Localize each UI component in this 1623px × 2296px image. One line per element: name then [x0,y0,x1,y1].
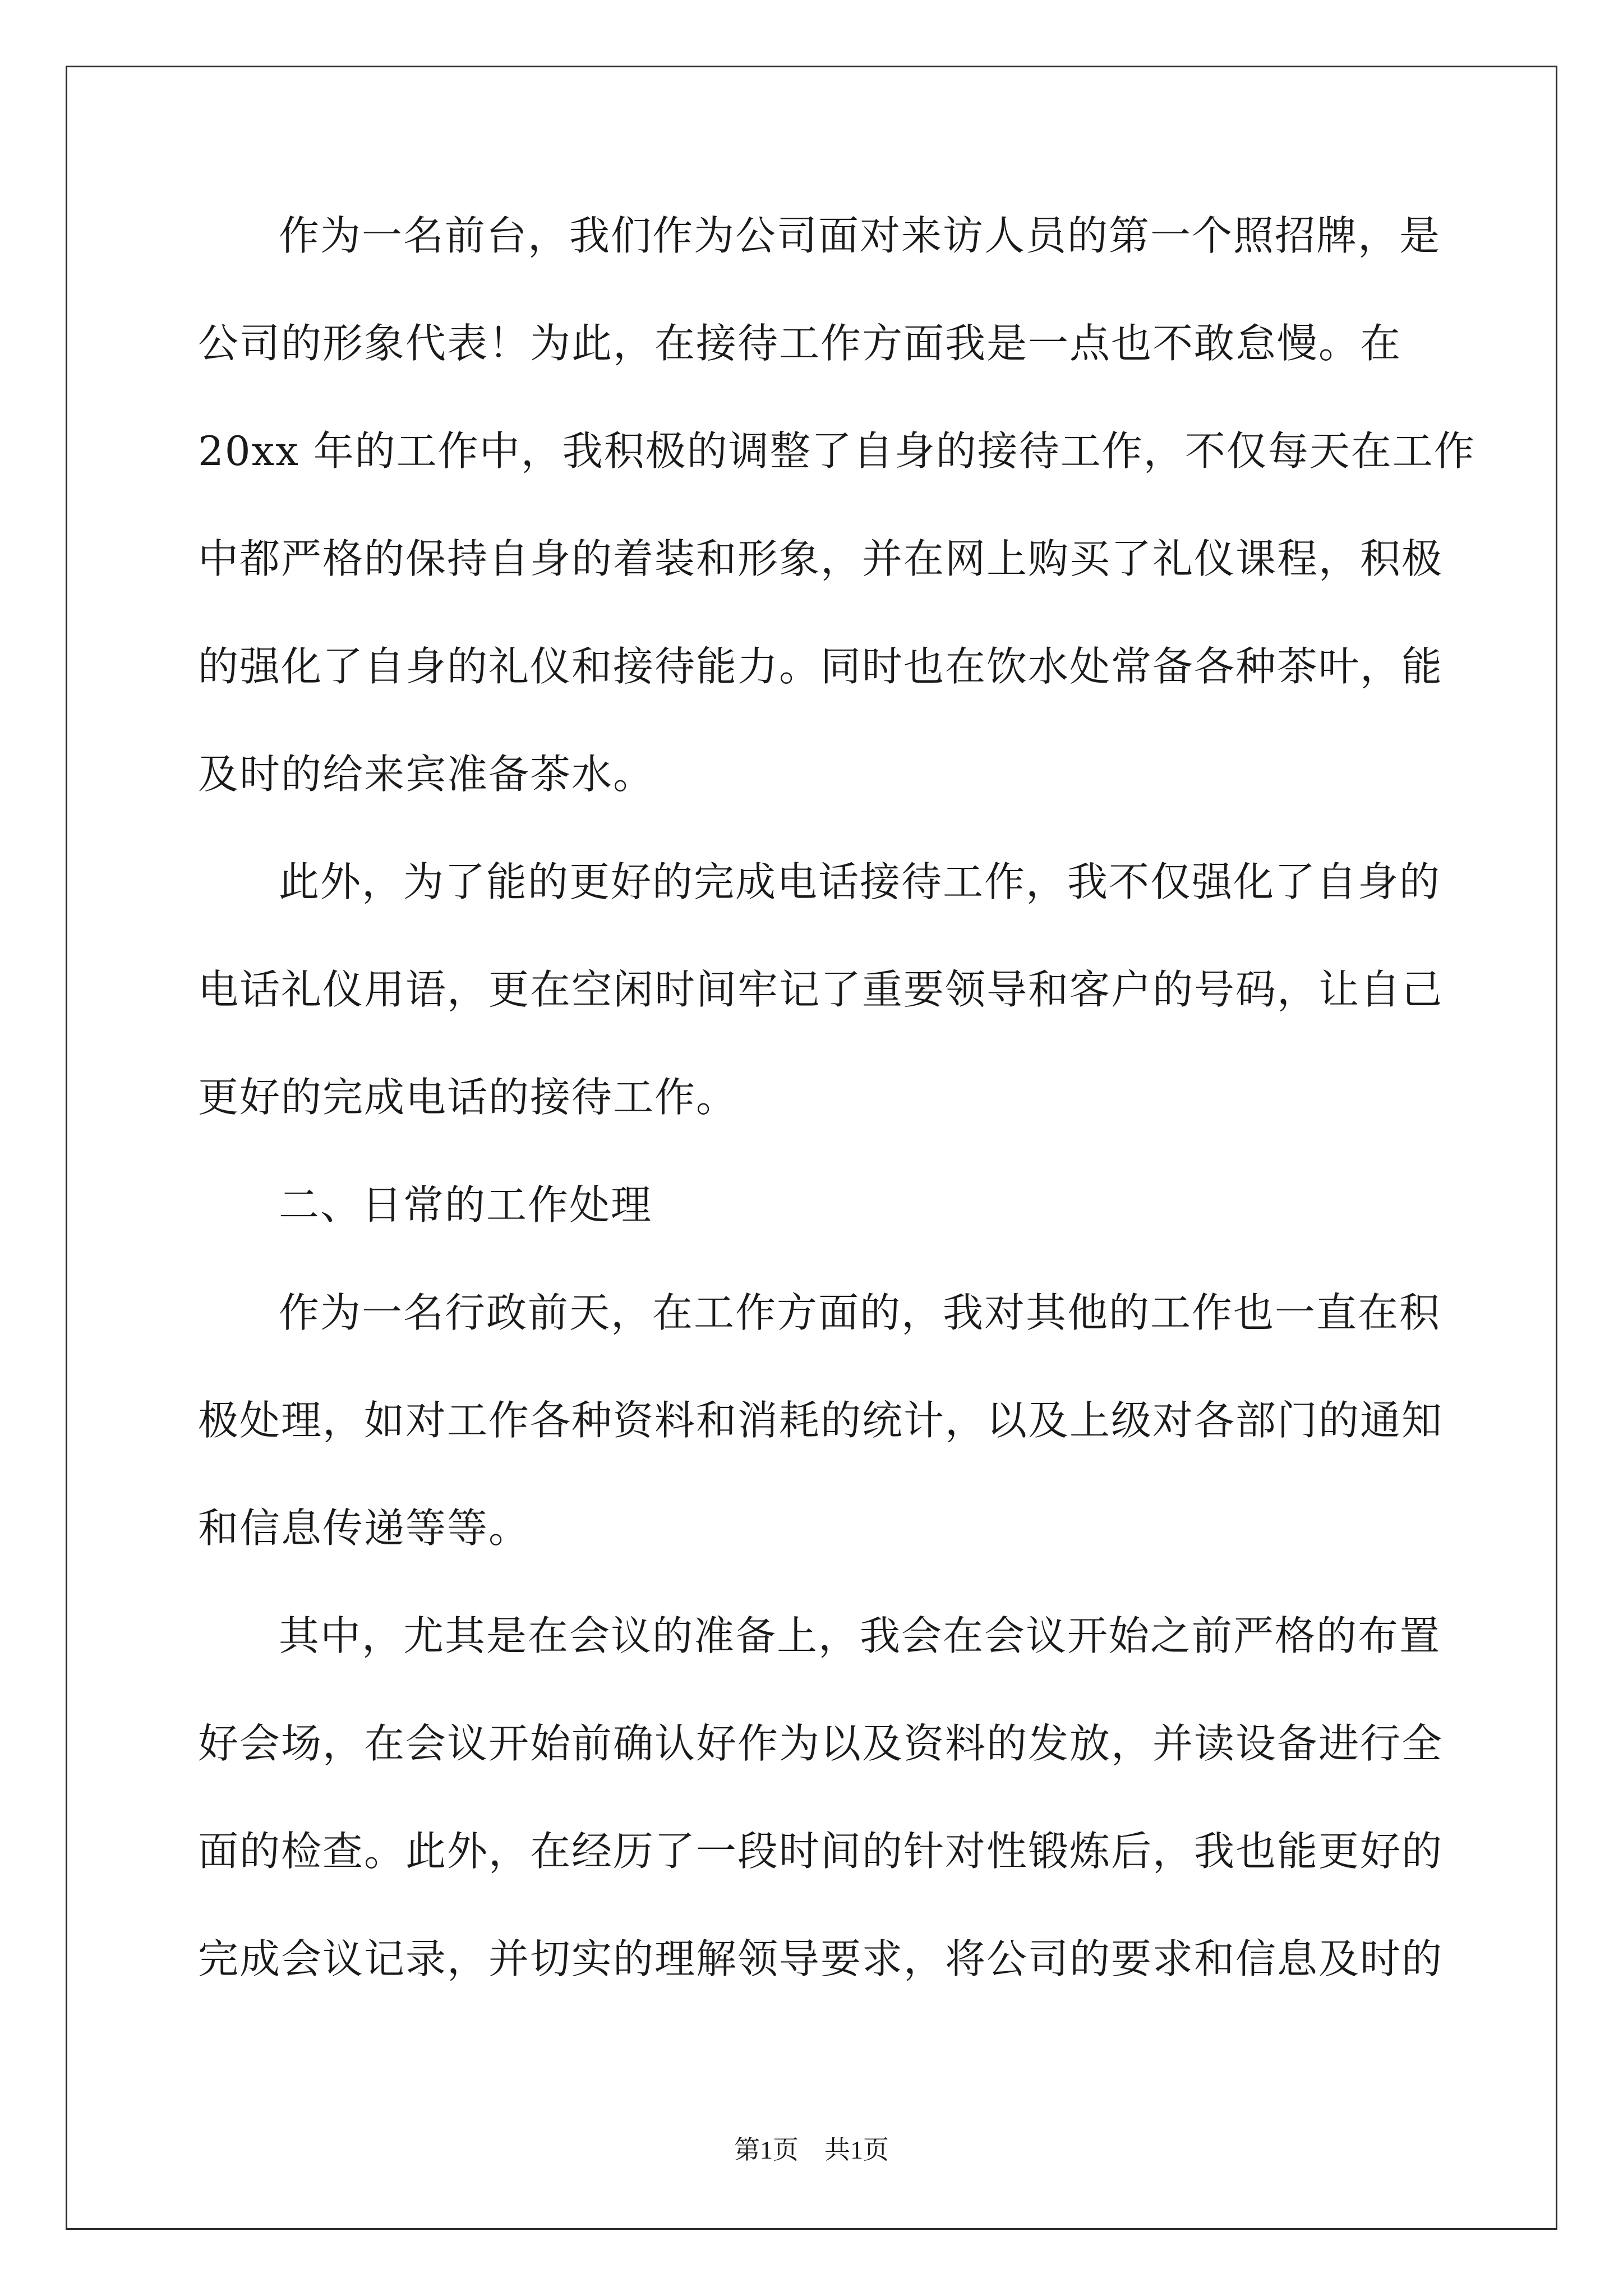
page-number-footer: 第1页 共1页 [734,2136,889,2164]
text-line: 中都严格的保持自身的着装和形象，并在网上购买了礼仪课程，积极 [198,535,1444,582]
text-line: 及时的给来宾准备茶水。 [198,751,655,798]
text-line: 作为一名前台，我们作为公司面对来访人员的第一个照招牌，是 [279,212,1441,259]
text-line: 极处理，如对工作各种资料和消耗的统计，以及上级对各部门的通知 [198,1397,1444,1444]
text-line: 的强化了自身的礼仪和接待能力。同时也在饮水处常备各种茶叶，能 [198,643,1444,690]
text-line: 此外，为了能的更好的完成电话接待工作，我不仅强化了自身的 [279,858,1441,905]
text-line: 公司的形象代表！为此，在接待工作方面我是一点也不敢怠慢。在 [198,320,1402,367]
text-line: 更好的完成电话的接待工作。 [198,1074,738,1121]
document-body [198,209,1476,2040]
text-line: 20xx 年的工作中，我积极的调整了自身的接待工作，不仅每天在工作 [198,427,1476,475]
text-line: 和信息传递等等。 [198,1504,531,1552]
text-line: 作为一名行政前天，在工作方面的，我对其他的工作也一直在积 [279,1289,1441,1336]
text-line: 好会场，在会议开始前确认好作为以及资料的发放，并读设备进行全 [198,1720,1444,1767]
text-line: 其中，尤其是在会议的准备上，我会在会议开始之前严格的布置 [279,1612,1441,1659]
text-line: 电话礼仪用语，更在空闲时间牢记了重要领导和客户的号码，让自己 [198,966,1444,1013]
section-heading: 二、日常的工作处理 [279,1181,653,1228]
text-line: 面的检查。此外，在经历了一段时间的针对性锻炼后，我也能更好的 [198,1828,1444,1875]
text-line: 完成会议记录，并切实的理解领导要求，将公司的要求和信息及时的 [198,1935,1444,1982]
